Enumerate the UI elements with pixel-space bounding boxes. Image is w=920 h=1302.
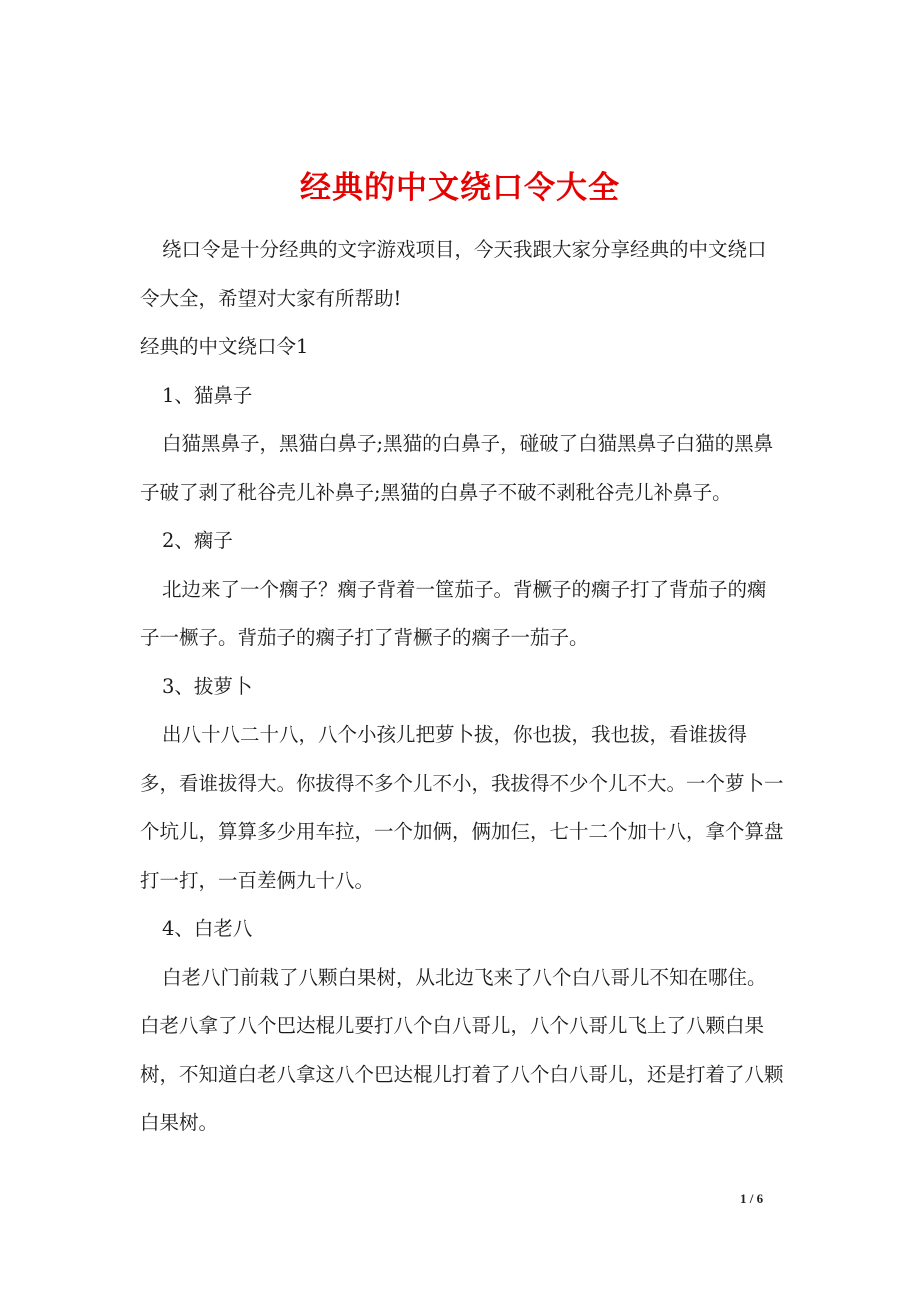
item-text: 出八十八二十八，八个小孩儿把萝卜拔，你也拔，我也拔，看谁拔得多，看谁拔得大。你拔得不多个儿不小，我拔得不少个儿不大。一个萝卜一个坑儿，算算多少用车拉，一个加俩，俩加仨，七十二个加十八，拿个算盘打一打，一百差俩九十八。 <box>140 723 784 892</box>
item-heading: 2、瘸子 <box>162 529 233 552</box>
page-title: 经典的中文绕口令大全 <box>300 169 620 206</box>
item-heading: 1、猫鼻子 <box>162 383 253 407</box>
document-body <box>140 226 785 1148</box>
page-number: 1 / 6 <box>740 1191 764 1206</box>
item-heading: 3、拔萝卜 <box>162 674 253 698</box>
item-text: 白猫黑鼻子，黑猫白鼻子;黑猫的白鼻子，碰破了白猫黑鼻子白猫的黑鼻子破了剥了秕谷壳儿补鼻子;黑猫的白鼻子不破不剥秕谷壳儿补鼻子。 <box>140 432 774 504</box>
item-text: 北边来了一个瘸子？瘸子背着一筐茄子。背橛子的瘸子打了背茄子的瘸子一橛子。背茄子的瘸子打了背橛子的瘸子一茄子。 <box>140 577 767 649</box>
item-text: 白老八门前栽了八颗白果树，从北边飞来了八个白八哥儿不知在哪住。白老八拿了八个巴达棍儿要打八个白八哥儿，八个八哥儿飞上了八颗白果树，不知道白老八拿这八个巴达棍儿打着了八个白八哥儿，还是打着了八颗白果树。 <box>140 965 784 1134</box>
item-heading: 4、白老八 <box>162 917 253 940</box>
section-heading: 经典的中文绕口令1 <box>140 335 309 358</box>
intro-paragraph: 绕口令是十分经典的文字游戏项目，今天我跟大家分享经典的中文绕口令大全，希望对大家有所帮助! <box>140 238 767 310</box>
